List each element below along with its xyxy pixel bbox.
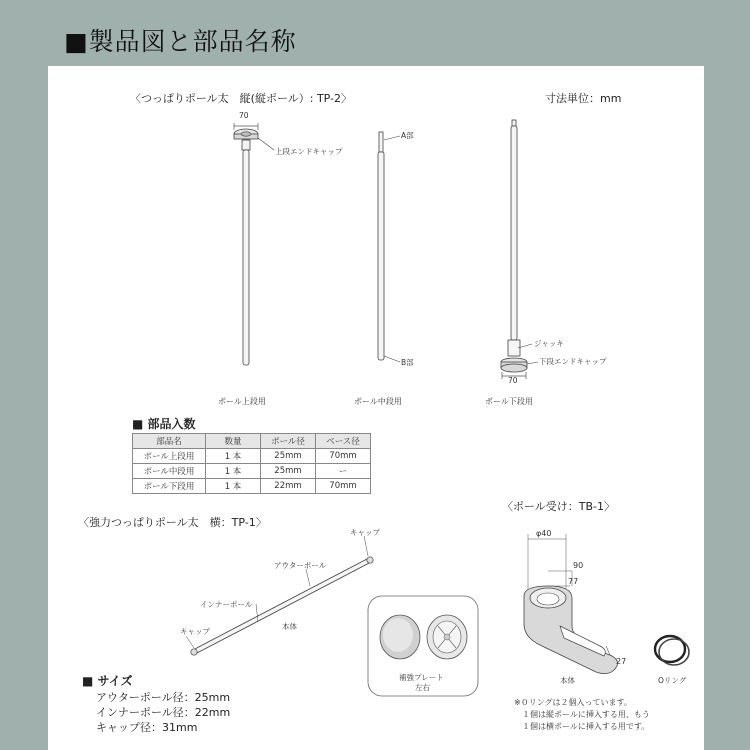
receiver-body-label: 本体 (560, 676, 575, 685)
unit-note: 寸法単位：mm (545, 92, 622, 105)
outer-pole-label: アウターポール (274, 561, 327, 570)
cap-right-label: キャップ (350, 528, 380, 537)
table-cell: 25mm (261, 464, 316, 479)
lower-end-cap-label: 下段エンドキャップ (539, 357, 607, 366)
dim-90: 90 (573, 561, 584, 570)
reinforcement-plate-sides-label: 左右 (415, 683, 430, 692)
tp1-title: 〈強力つっぱりポール太 横：TP-1〉 (78, 516, 267, 529)
table-cell: 1 本 (206, 449, 261, 464)
jack-label: ジャッキ (534, 339, 564, 348)
dim-27: 27 (616, 657, 627, 666)
table-header: ポール径 (261, 434, 316, 449)
parts-table (132, 433, 371, 494)
upper-dim-label: 70 (239, 111, 249, 120)
table-cell: 70mm (316, 449, 371, 464)
table-cell: 70mm (316, 479, 371, 494)
body-label: 本体 (282, 622, 297, 631)
o-ring-note-1: ※０リングは２個入っています。 (514, 698, 632, 707)
part-b-label: B部 (401, 358, 414, 367)
inner-pole-label: インナーポール (200, 600, 253, 609)
table-cell: 22mm (261, 479, 316, 494)
dim-77: 77 (568, 577, 579, 586)
table-row (133, 464, 371, 479)
reinforcement-plate-label: 補強プレート (399, 673, 444, 682)
size-cap: キャップ径：31mm (96, 721, 198, 734)
table-header: 部品名 (133, 434, 206, 449)
tb1-title: 〈ポール受け：TB-1〉 (502, 500, 616, 513)
middle-pole-caption: ポール中段用 (354, 397, 402, 406)
tp2-title: 〈つっぱりポール太 縦(縦ポール）: TP-2〉 (130, 92, 353, 105)
table-row (133, 479, 371, 494)
table-cell: ー (316, 464, 371, 479)
middle-pole-illustration (378, 132, 400, 362)
table-cell: 1 本 (206, 464, 261, 479)
table-header: 数量 (206, 434, 261, 449)
lower-pole-illustration (501, 120, 538, 379)
o-ring-note-2: １個は縦ポールに挿入する用、もう (522, 710, 650, 719)
size-heading: ■ サイズ (82, 674, 133, 688)
table-cell: ポール下段用 (133, 479, 206, 494)
table-cell: 1 本 (206, 479, 261, 494)
parts-table-heading: ■ 部品入数 (132, 417, 196, 431)
o-ring-label: Oリング (658, 676, 687, 685)
dim-diameter: φ40 (536, 529, 552, 538)
pole-receiver-illustration (524, 534, 618, 674)
cap-left-label: キャップ (180, 627, 210, 636)
table-row (133, 449, 371, 464)
table-cell: ポール上段用 (133, 449, 206, 464)
table-cell: 25mm (261, 449, 316, 464)
upper-end-cap-label: 上段エンドキャップ (275, 147, 343, 156)
content-panel (48, 66, 704, 750)
table-cell: ポール中段用 (133, 464, 206, 479)
page-title: ■製品図と部品名称 (64, 27, 297, 56)
lower-pole-caption: ポール下段用 (485, 397, 533, 406)
table-header-row (133, 434, 371, 449)
horizontal-pole-illustration (186, 536, 373, 655)
upper-pole-illustration (234, 123, 274, 365)
o-ring-note-3: １個は横ポールに挿入する用です。 (522, 722, 650, 731)
size-inner-pole: インナーポール径：22mm (96, 706, 231, 719)
size-outer-pole: アウターポール径：25mm (96, 691, 231, 704)
part-a-label: A部 (401, 131, 414, 140)
lower-dim-label: 70 (508, 376, 518, 385)
product-drawings (48, 66, 704, 750)
upper-pole-caption: ポール上段用 (218, 397, 266, 406)
o-ring-illustration (655, 636, 689, 665)
table-header: ベース径 (316, 434, 371, 449)
